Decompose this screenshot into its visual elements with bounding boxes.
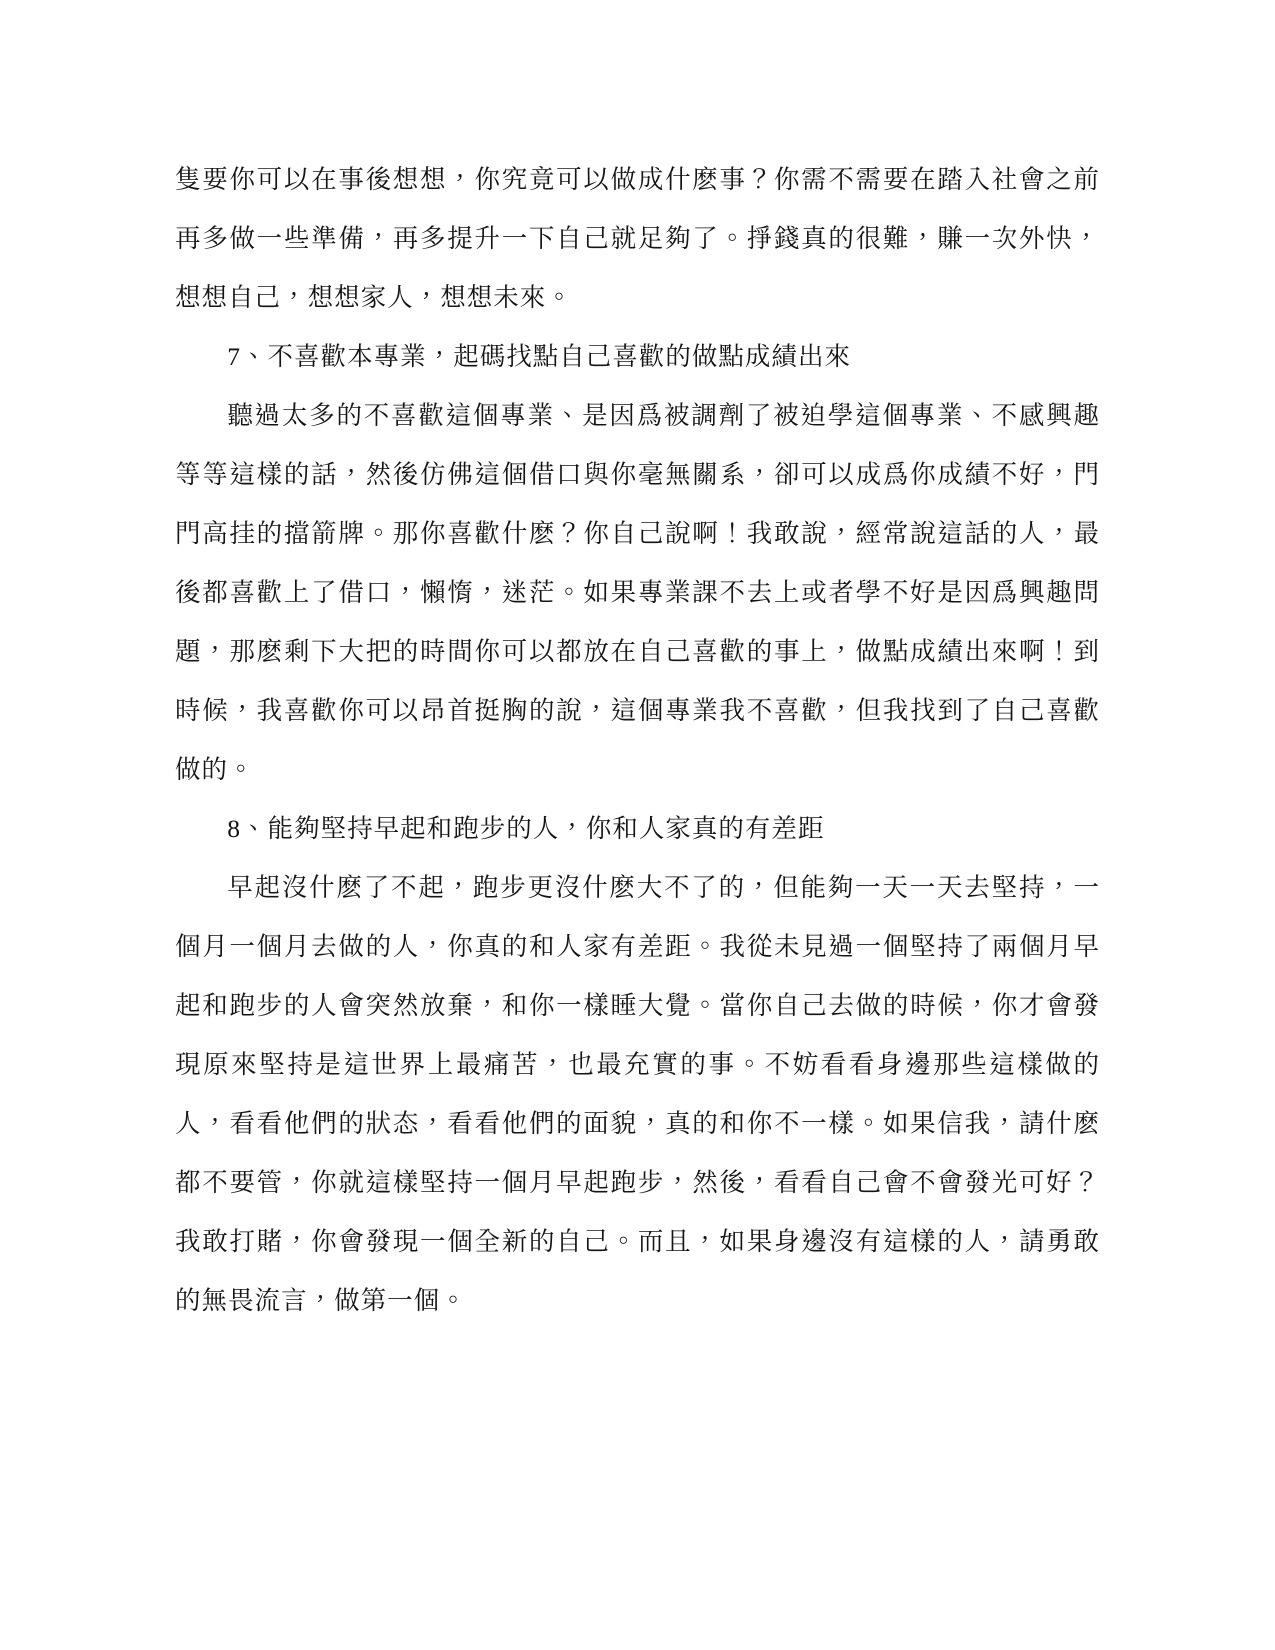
- paragraph-item-7-body: 聽過太多的不喜歡這個專業、是因爲被調劑了被迫學這個專業、不感興趣等等這樣的話，然後仿佛這個借口與你毫無關系，卻可以成爲你成績不好，門門高挂的擋箭牌。那你喜歡什麽？你自己說啊！我敢說，經常說這話的人，最後都喜歡上了借口，懶惰，迷茫。如果專業課不去上或者學不好是因爲興趣問題，那麽剩下大把的時間你可以都放在自己喜歡的事上，做點成績出來啊！到時候，我喜歡你可以昂首挺胸的說，這個專業我不喜歡，但我找到了自己喜歡做的。: [175, 401, 1100, 784]
- paragraph-continued: 隻要你可以在事後想想，你究竟可以做成什麽事？你需不需要在踏入社會之前再多做一些準備，再多提升一下自己就足夠了。掙錢真的很難，賺一次外快，想想自己，想想家人，想想未來。: [175, 165, 1100, 312]
- heading-item-8: 8、能夠堅持早起和跑步的人，你和人家真的有差距: [227, 814, 825, 843]
- document-body: [175, 150, 1100, 1330]
- paragraph-item-8-body: 早起沒什麽了不起，跑步更沒什麽大不了的，但能夠一天一天去堅持，一個月一個月去做的人，你真的和人家有差距。我從未見過一個堅持了兩個月早起和跑步的人會突然放棄，和你一樣睡大覺。當你自己去做的時候，你才會發現原來堅持是這世界上最痛苦，也最充實的事。不妨看看身邊那些這樣做的人，看看他們的狀态，看看他們的面貌，真的和你不一樣。如果信我，請什麽都不要管，你就這樣堅持一個月早起跑步，然後，看看自己會不會發光可好？我敢打賭，你會發現一個全新的自己。而且，如果身邊沒有這樣的人，請勇敢的無畏流言，做第一個。: [175, 873, 1100, 1315]
- heading-item-7: 7、不喜歡本專業，起碼找點自己喜歡的做點成績出來: [227, 342, 851, 371]
